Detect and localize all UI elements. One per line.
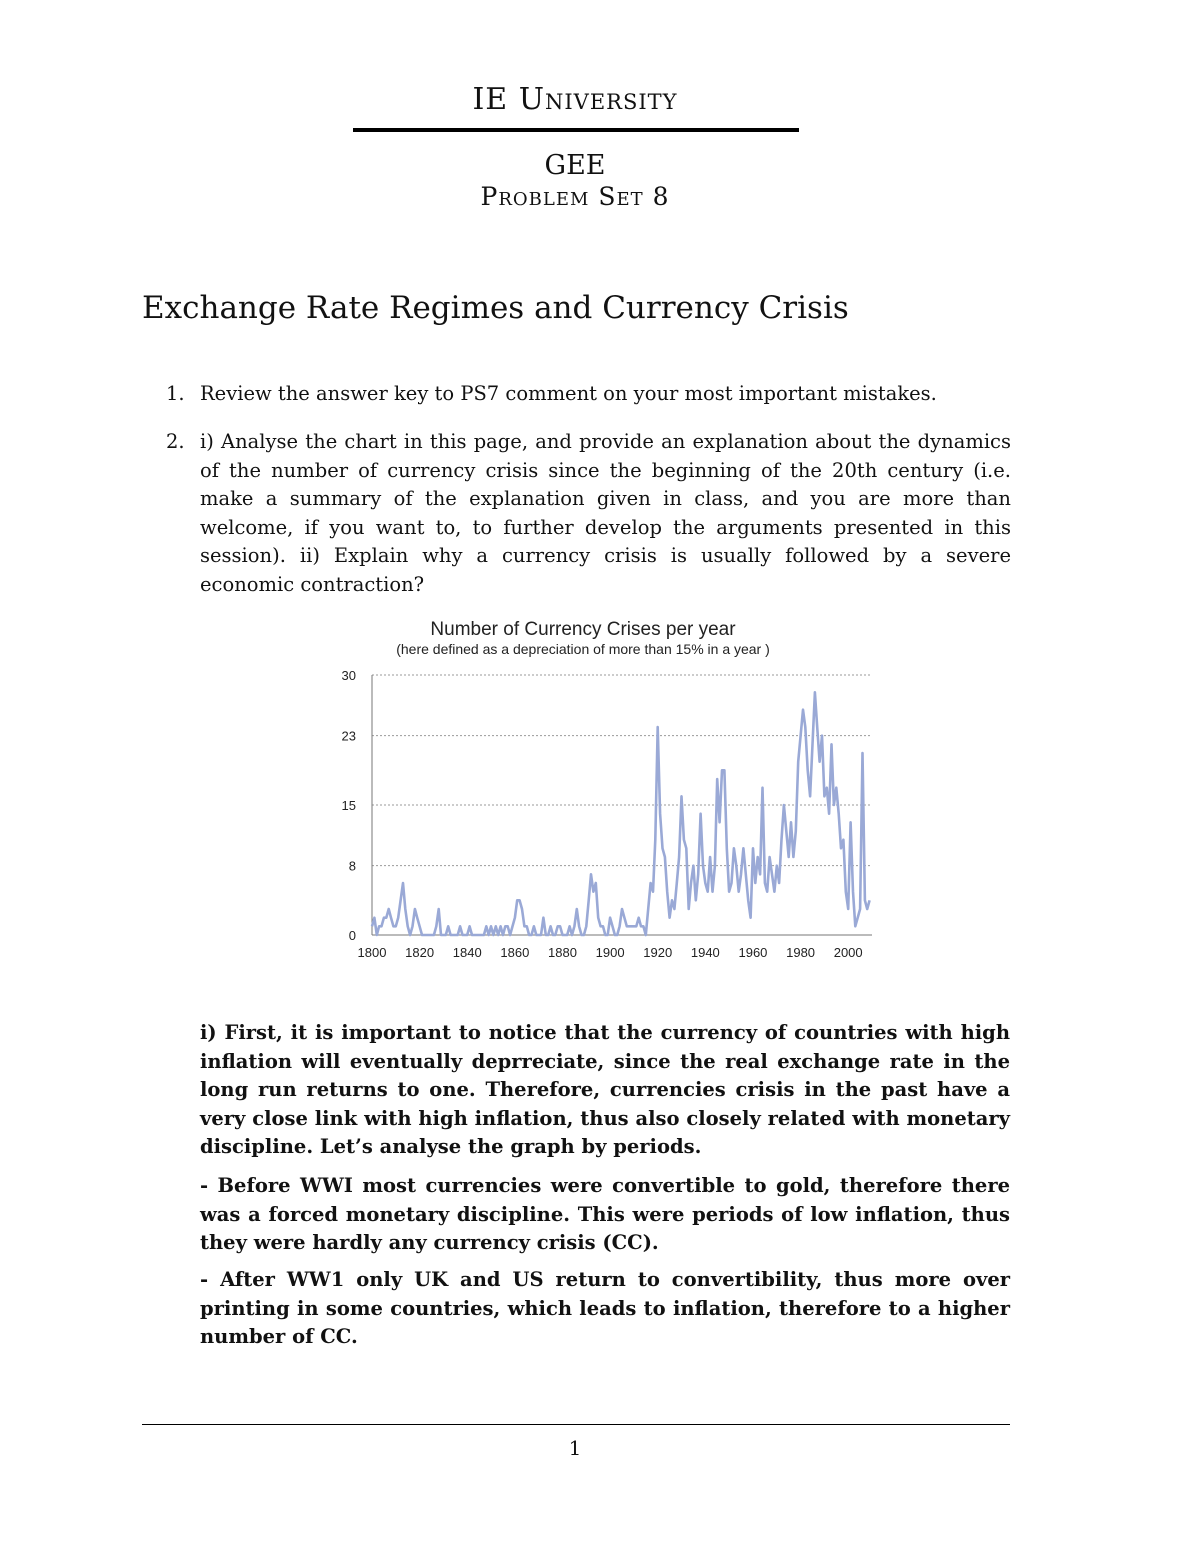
x-tick-label: 1980 xyxy=(786,945,816,960)
y-tick-label: 0 xyxy=(348,928,356,943)
x-axis-ticks xyxy=(358,945,863,960)
institution-name: IE University xyxy=(472,82,678,117)
x-tick-label: 1960 xyxy=(738,945,768,960)
x-tick-label: 1800 xyxy=(357,945,387,960)
answer-point-after-ww1: - After WW1 only UK and US return to convertibility, thus more over printing in some countries, which leads to inflation, therefore to a higher number of CC. xyxy=(200,1268,1010,1348)
chart-subtitle: (here defined as a depreciation of more than 15% in a year ) xyxy=(396,641,770,657)
y-axis-ticks xyxy=(342,668,356,943)
page-number: 1 xyxy=(568,1436,582,1460)
problem-set-title: Problem Set 8 xyxy=(480,182,670,211)
x-tick-label: 1880 xyxy=(548,945,577,960)
question-number: 1. xyxy=(166,382,185,405)
chart-title: Number of Currency Crises per year xyxy=(430,619,736,640)
footer-rule xyxy=(142,1424,1010,1425)
answer-intro: i) First, it is important to notice that the currency of countries with high inflation will eventually deprreciate, since the real exchange rate in the long run returns to one. Therefore, currencies crisis in the past have a very close link with high inflation, thus also closely related with monetary discipline. Let’s analyse the graph by periods. xyxy=(200,1021,1010,1158)
y-tick-label: 8 xyxy=(348,858,356,874)
question-number: 2. xyxy=(166,430,185,453)
section-heading: Exchange Rate Regimes and Currency Crisis xyxy=(142,290,849,326)
series-line xyxy=(372,692,870,935)
answer-point-before-ww1: - Before WWI most currencies were convertible to gold, therefore there was a forced monetary discipline. This were periods of low inflation, thus they were hardly any currency crisis (CC). xyxy=(200,1174,1010,1254)
y-tick-label: 30 xyxy=(341,668,356,683)
x-tick-label: 1860 xyxy=(500,945,530,960)
y-tick-label: 15 xyxy=(341,798,356,813)
course-name: GEE xyxy=(544,150,606,181)
x-tick-label: 1840 xyxy=(452,945,482,960)
currency-crises-chart xyxy=(326,608,886,968)
question-item xyxy=(166,380,1011,409)
x-tick-label: 1900 xyxy=(595,945,625,960)
question-text: Review the answer key to PS7 comment on your most important mistakes. xyxy=(200,382,937,405)
y-tick-label: 23 xyxy=(341,728,356,744)
question-text: i) Analyse the chart in this page, and provide an explanation about the dynamics of the number of currency crisis since the beginning of the 20th century (i.e. make a summary of the explanation given in class, and you are more than welcome, if you want to, to further develop the arguments presented in this session). ii) Explain why a currency crisis is usually followed by a severe economic contraction? xyxy=(200,430,1011,596)
x-tick-label: 1820 xyxy=(405,945,435,960)
question-item xyxy=(166,428,1011,599)
title-rule xyxy=(353,128,799,132)
x-tick-label: 1940 xyxy=(690,945,720,960)
chart-series xyxy=(372,692,870,935)
x-tick-label: 1920 xyxy=(643,945,673,960)
x-tick-label: 2000 xyxy=(833,945,863,960)
